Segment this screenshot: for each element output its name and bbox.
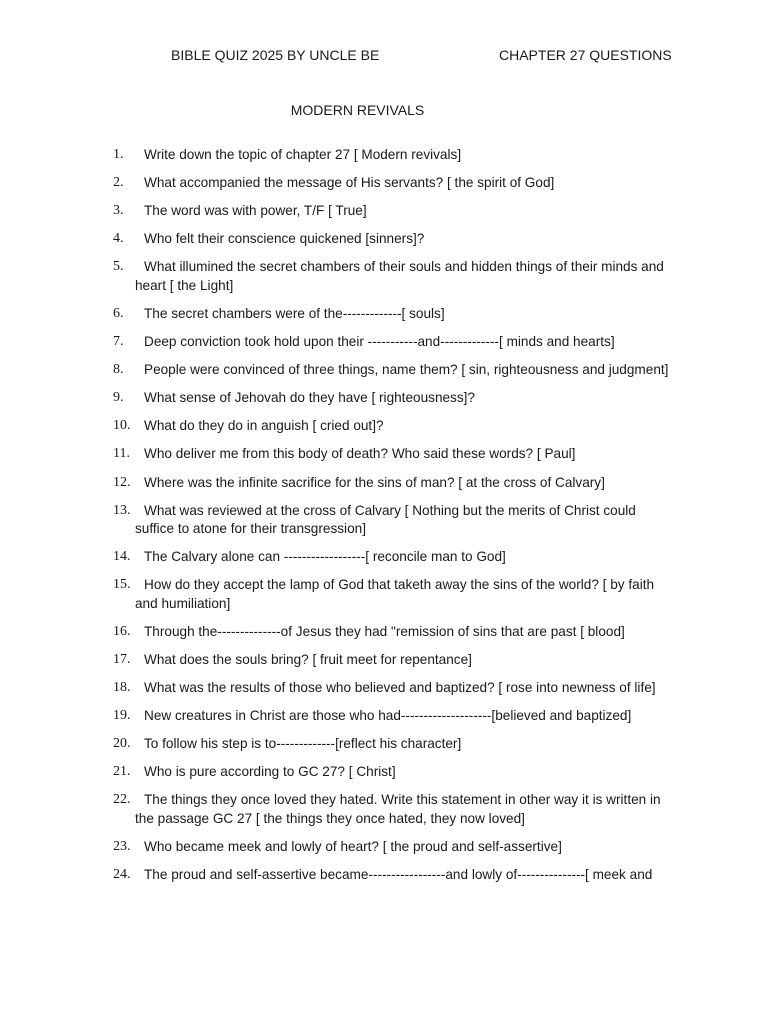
question-text: The word was with power, T/F [ True]: [144, 203, 367, 219]
question-text: Through the--------------of Jesus they had "remission of sins that are past [ blood]: [144, 623, 625, 639]
question-text: How do they accept the lamp of God that taketh away the sins of the world? [ by faith and humiliation]: [135, 577, 655, 611]
question-item: [113, 230, 673, 249]
question-item: [113, 146, 673, 165]
question-number: 23.: [113, 839, 131, 855]
question-text: What does the souls bring? [ fruit meet for repentance]: [144, 652, 472, 667]
quiz-header-title: BIBLE QUIZ 2025 BY UNCLE BE: [171, 47, 380, 63]
question-number: 14.: [113, 549, 131, 565]
question-number: 12.: [113, 474, 131, 490]
question-text: The proud and self-assertive became-----------------and lowly of---------------[ meek and: [144, 867, 653, 883]
question-number: 1.: [113, 147, 124, 162]
question-text: Who became meek and lowly of heart? [ the proud and self-assertive]: [144, 839, 562, 855]
question-item: [113, 417, 673, 436]
question-list: [113, 146, 673, 894]
question-item: [113, 576, 673, 613]
question-text: What accompanied the message of His servants? [ the spirit of God]: [144, 175, 555, 191]
question-text: What sense of Jehovah do they have [ righteousness]?: [144, 390, 475, 406]
question-number: 21.: [113, 764, 131, 780]
question-item: [113, 679, 673, 698]
question-item: [113, 866, 673, 885]
question-number: 9.: [113, 390, 124, 406]
question-number: 3.: [113, 203, 124, 219]
question-item: [113, 548, 673, 567]
question-number: 17.: [113, 652, 131, 667]
question-item: [113, 361, 673, 380]
question-number: 18.: [113, 680, 131, 696]
question-text: Who deliver me from this body of death? Who said these words? [ Paul]: [144, 446, 576, 462]
question-number: 22.: [113, 792, 131, 808]
question-item: [113, 707, 673, 726]
question-text: The Calvary alone can ------------------[ reconcile man to God]: [144, 549, 506, 565]
question-item: [113, 838, 673, 857]
question-text: The secret chambers were of the-------------[ souls]: [144, 305, 445, 321]
question-item: [113, 735, 673, 754]
question-item: [113, 502, 673, 539]
question-number: 7.: [113, 334, 124, 350]
question-text: New creatures in Christ are those who had--------------------[believed and baptized]: [144, 708, 632, 724]
question-text: Who is pure according to GC 27? [ Christ]: [144, 764, 396, 780]
question-number: 15.: [113, 577, 131, 593]
question-number: 2.: [113, 175, 124, 191]
question-item: [113, 763, 673, 782]
question-text: Write down the topic of chapter 27 [ Modern revivals]: [144, 147, 462, 162]
question-item: [113, 258, 673, 295]
question-number: 16.: [113, 623, 131, 639]
question-number: 20.: [113, 736, 131, 752]
question-item: [113, 174, 673, 193]
question-item: [113, 202, 673, 221]
question-item: [113, 791, 673, 828]
question-number: 11.: [113, 446, 130, 462]
chapter-header: CHAPTER 27 QUESTIONS: [499, 47, 672, 63]
question-number: 8.: [113, 362, 124, 378]
question-number: 24.: [113, 867, 131, 883]
question-text: What was reviewed at the cross of Calvary [ Nothing but the merits of Christ could suffice to atone for their transgression]: [135, 502, 636, 537]
question-text: What was the results of those who believed and baptized? [ rose into newness of life]: [144, 680, 656, 696]
question-text: Who felt their conscience quickened [sinners]?: [144, 231, 425, 247]
question-item: [113, 333, 673, 352]
question-item: [113, 623, 673, 642]
question-number: 13.: [113, 502, 131, 518]
question-number: 5.: [113, 259, 124, 275]
question-number: 4.: [113, 231, 124, 247]
question-item: [113, 651, 673, 670]
question-text: Deep conviction took hold upon their -----------and-------------[ minds and hearts]: [144, 334, 615, 350]
question-text: Where was the infinite sacrifice for the sins of man? [ at the cross of Calvary]: [144, 474, 605, 490]
question-item: [113, 305, 673, 324]
question-text: The things they once loved they hated. Write this statement in other way it is written in the passage GC 27 [ the things they once hated, they now loved]: [135, 792, 661, 826]
question-text: People were convinced of three things, name them? [ sin, righteousness and judgment]: [144, 362, 669, 378]
question-number: 6.: [113, 305, 124, 321]
question-text: To follow his step is to-------------[reflect his character]: [144, 736, 462, 752]
question-item: [113, 474, 673, 493]
question-item: [113, 445, 673, 464]
page-title: MODERN REVIVALS: [290, 102, 425, 118]
question-text: What illumined the secret chambers of their souls and hidden things of their minds and heart [ the Light]: [135, 259, 664, 293]
question-number: 10.: [113, 418, 131, 434]
question-text: What do they do in anguish [ cried out]?: [144, 418, 384, 434]
question-item: [113, 389, 673, 408]
question-number: 19.: [113, 708, 131, 724]
